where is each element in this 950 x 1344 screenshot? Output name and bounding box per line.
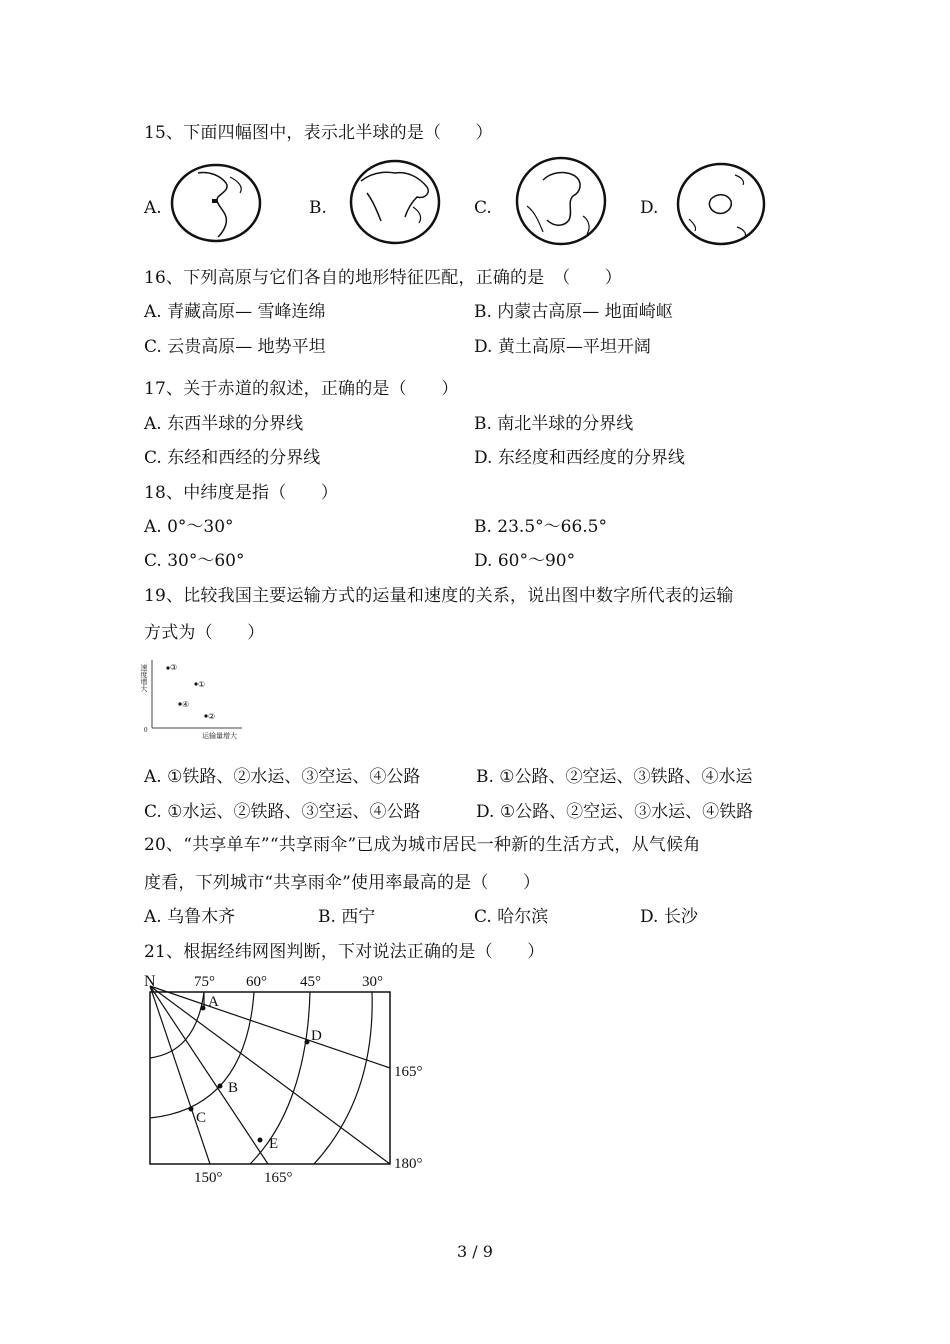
q21-stem: 21、根据经纬网图判断，下对说法正确的是（ ）: [144, 942, 545, 962]
lon-label-165-bottom: 165°: [264, 1170, 293, 1186]
map-point-e: [258, 1138, 263, 1143]
graticule-map: [138, 966, 438, 1188]
lat-label-60: 60°: [246, 974, 267, 990]
q15-option-d-label: D.: [640, 198, 659, 218]
q20-option-a: A. 乌鲁木齐: [144, 907, 236, 927]
q19-stem-line1: 19、比较我国主要运输方式的运量和速度的关系，说出图中数字所代表的运输: [144, 586, 734, 606]
q16-stem: 16、下列高原与它们各自的地形特征匹配，正确的是 （ ）: [144, 268, 622, 288]
q20-option-b: B. 西宁: [318, 907, 376, 927]
lat-label-30: 30°: [362, 974, 383, 990]
q17-option-b: B. 南北半球的分界线: [474, 414, 634, 434]
point-3-label: ③: [170, 663, 178, 672]
lon-label-150: 150°: [194, 1170, 223, 1186]
q17-option-c: C. 东经和西经的分界线: [144, 448, 321, 468]
page-number: 3 / 9: [457, 1242, 493, 1261]
q15-stem: 15、下面四幅图中，表示北半球的是（ ）: [144, 123, 493, 143]
q16-option-d: D. 黄土高原—平坦开阔: [474, 337, 651, 357]
map-point-c: [189, 1107, 194, 1112]
q20-option-c: C. 哈尔滨: [474, 907, 549, 927]
q19-option-b: B. ①公路、②空运、③铁路、④水运: [476, 767, 753, 787]
label-c: C: [196, 1110, 207, 1126]
q19-option-c: C. ①水运、②铁路、③空运、④公路: [144, 802, 421, 822]
q18-option-d: D. 60°～90°: [474, 551, 576, 571]
q16-option-a: A. 青藏高原— 雪峰连绵: [144, 302, 326, 322]
globe-c: [513, 156, 609, 246]
q19-option-d: D. ①公路、②空运、③水运、④铁路: [476, 802, 754, 822]
globe-d: [675, 161, 767, 247]
q18-option-c: C. 30°～60°: [144, 551, 245, 571]
q20-option-d: D. 长沙: [640, 907, 698, 927]
point-2-label: ②: [208, 712, 216, 721]
q16-option-c: C. 云贵高原— 地势平坦: [144, 337, 326, 357]
label-b: B: [228, 1080, 239, 1096]
label-d: D: [311, 1028, 322, 1044]
q20-stem-line1: 20、“共享单车”“共享雨伞”已成为城市居民一种新的生活方式，从气候角: [144, 835, 701, 855]
label-a: A: [208, 994, 219, 1010]
map-point-a: [201, 1006, 206, 1011]
q19-stem-line2: 方式为（ ）: [144, 623, 265, 643]
label-e: E: [269, 1136, 279, 1152]
origin-label: 0: [144, 726, 148, 734]
lon-label-180: 180°: [394, 1156, 423, 1172]
q15-option-b-label: B.: [309, 198, 327, 218]
q18-stem: 18、中纬度是指（ ）: [144, 483, 339, 503]
q20-stem-line2: 度看，下列城市“共享雨伞”使用率最高的是（ ）: [144, 873, 541, 893]
map-point-b: [218, 1084, 223, 1089]
pole-label: N: [144, 973, 156, 990]
q15-option-c-label: C.: [474, 198, 492, 218]
transport-chart: [142, 656, 248, 742]
map-point-d: [305, 1040, 310, 1045]
lon-label-165-right: 165°: [394, 1064, 423, 1080]
y-axis-label: 速度增大: [140, 664, 148, 692]
q19-option-a: A. ①铁路、②水运、③空运、④公路: [144, 767, 421, 787]
q16-option-b: B. 内蒙古高原— 地面崎岖: [474, 302, 673, 322]
point-1-label: ①: [198, 680, 206, 689]
q17-stem: 17、关于赤道的叙述，正确的是（ ）: [144, 379, 459, 399]
globe-a: [168, 163, 264, 243]
q15-option-a-label: A.: [144, 198, 162, 218]
q17-option-d: D. 东经度和西经度的分界线: [474, 448, 685, 468]
q18-option-b: B. 23.5°～66.5°: [474, 517, 608, 537]
globe-b: [347, 159, 443, 245]
x-axis-label: 运输量增大: [202, 732, 237, 740]
lat-label-75: 75°: [194, 974, 215, 990]
point-4-label: ④: [182, 700, 190, 709]
q18-option-a: A. 0°～30°: [144, 517, 234, 537]
lat-label-45: 45°: [300, 974, 321, 990]
q17-option-a: A. 东西半球的分界线: [144, 414, 304, 434]
